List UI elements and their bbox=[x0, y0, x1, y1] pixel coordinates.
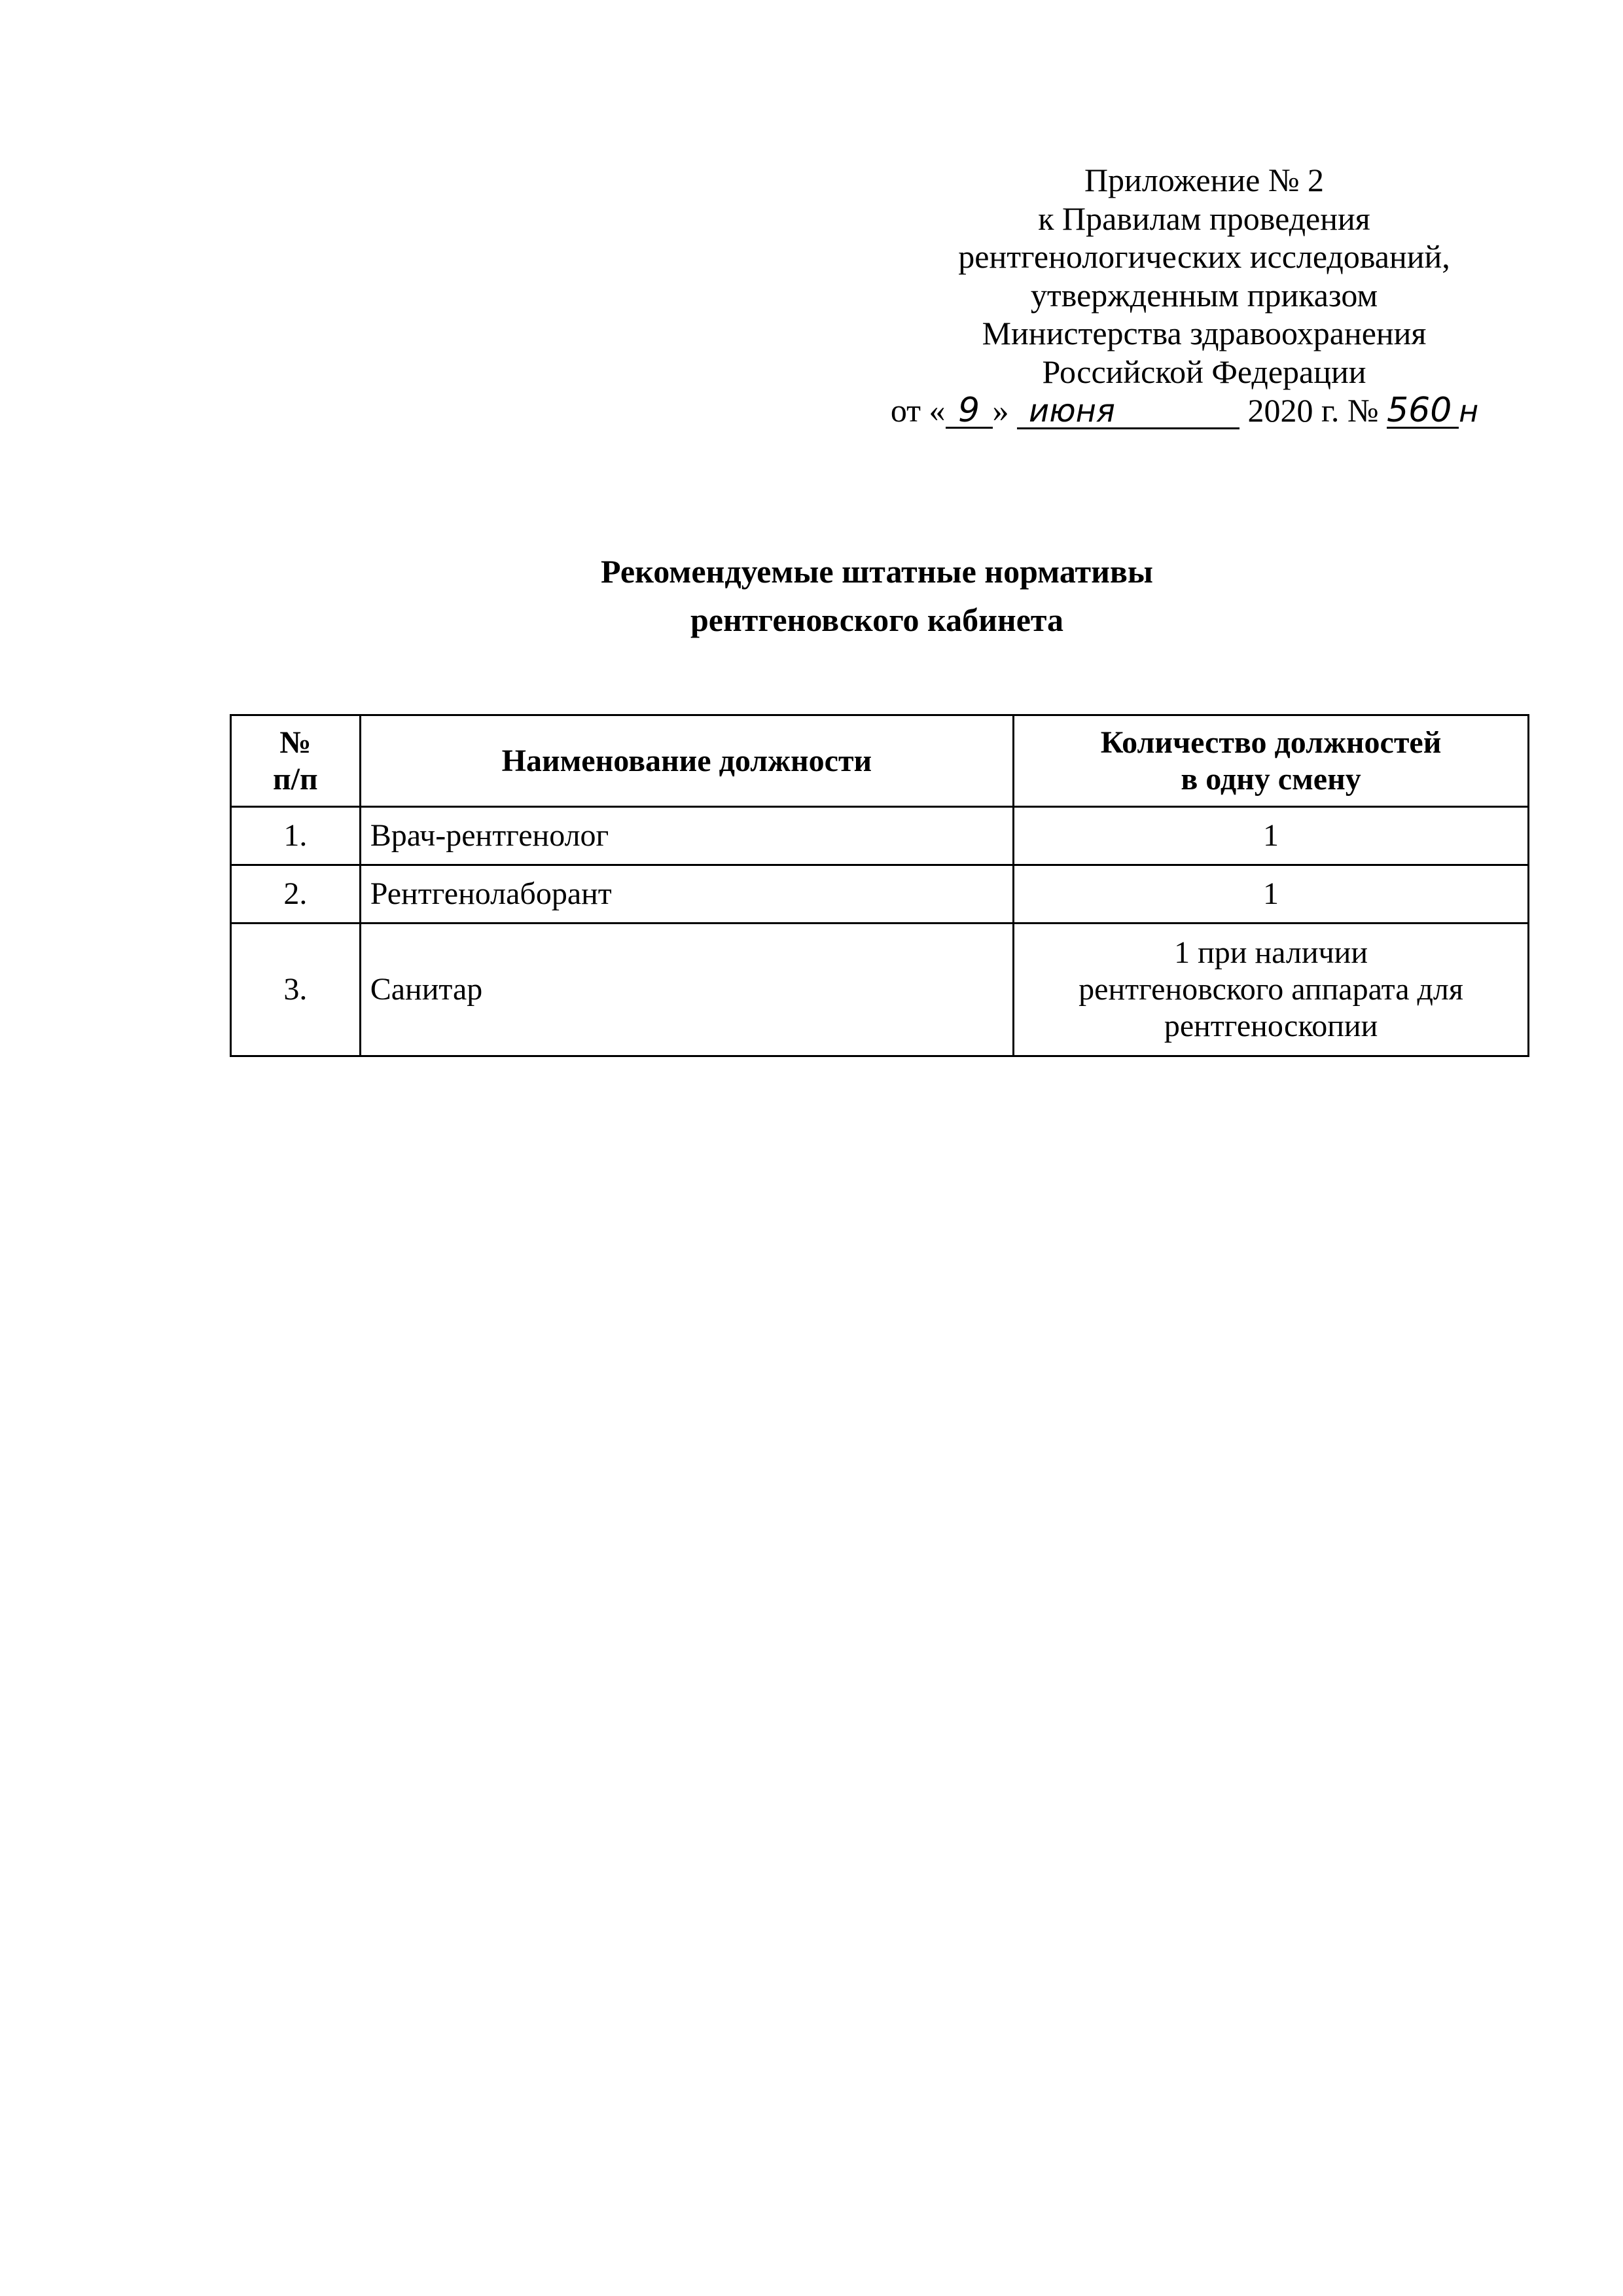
staff-norms-table bbox=[230, 714, 1529, 1057]
order-date-line bbox=[838, 391, 1531, 431]
appendix-line: к Правилам проведения bbox=[1038, 200, 1370, 237]
row-quantity bbox=[1014, 924, 1529, 1056]
row-position-name: Рентгенолаборант bbox=[360, 865, 1013, 924]
appendix-line: утвержденным приказом bbox=[1030, 276, 1378, 314]
appendix-line: Министерства здравоохранения bbox=[982, 315, 1427, 352]
title-line-2: рентгеновского кабинета bbox=[690, 601, 1064, 638]
row-position-name: Врач-рентгенолог bbox=[360, 807, 1013, 865]
header-number-line-1: № bbox=[279, 725, 312, 760]
handwritten-order-number: 560 bbox=[1387, 394, 1459, 429]
table-row bbox=[231, 807, 1529, 865]
handwritten-month: июня bbox=[1017, 395, 1240, 429]
header-number-line-2: п/п bbox=[273, 761, 318, 797]
row-quantity-line: 1 при наличии bbox=[1174, 935, 1368, 970]
header-quantity bbox=[1014, 715, 1529, 807]
header-quantity-line-1: Количество должностей bbox=[1100, 725, 1442, 760]
document-title bbox=[419, 547, 1335, 644]
date-prefix: от « bbox=[890, 391, 946, 429]
row-number: 3. bbox=[231, 924, 361, 1056]
appendix-line: Российской Федерации bbox=[1042, 353, 1366, 390]
header-quantity-line-2: в одну смену bbox=[1181, 761, 1361, 797]
row-quantity-line: рентгеновского аппарата для bbox=[1079, 972, 1463, 1007]
appendix-line: рентгенологических исследований, bbox=[958, 238, 1450, 276]
title-line-1: Рекомендуемые штатные нормативы bbox=[601, 553, 1153, 590]
header-number bbox=[231, 715, 361, 807]
table-row bbox=[231, 924, 1529, 1056]
row-quantity-line: рентгеноскопии bbox=[1164, 1009, 1378, 1043]
header-position-name: Наименование должности bbox=[360, 715, 1013, 807]
table-header-row bbox=[231, 715, 1529, 807]
date-year-text: 2020 г. № bbox=[1247, 391, 1379, 429]
appendix-header bbox=[857, 161, 1551, 430]
appendix-line: Приложение № 2 bbox=[1084, 162, 1325, 198]
row-quantity: 1 bbox=[1014, 807, 1529, 865]
date-quote-close: » bbox=[992, 391, 1009, 429]
row-position-name: Санитар bbox=[360, 924, 1013, 1056]
table-row bbox=[231, 865, 1529, 924]
row-number: 2. bbox=[231, 865, 361, 924]
row-number: 1. bbox=[231, 807, 361, 865]
handwritten-order-suffix: н bbox=[1459, 393, 1479, 429]
row-quantity: 1 bbox=[1014, 865, 1529, 924]
handwritten-day: 9 bbox=[946, 394, 993, 429]
